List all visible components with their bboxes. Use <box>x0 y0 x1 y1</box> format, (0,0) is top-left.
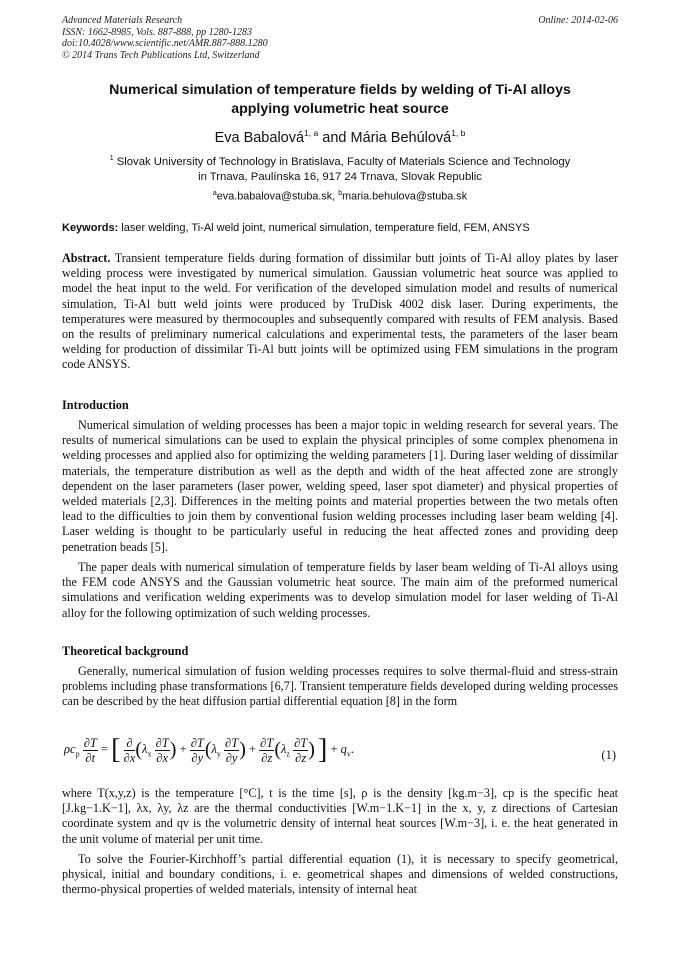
equation-number: (1) <box>601 748 616 762</box>
keywords-label: Keywords: <box>62 222 119 234</box>
theory-paragraph-3: To solve the Fourier-Kirchhoff’s partial differential equation (1), it is necessary to specify geometrical, physical, initial and boundary conditions, i. e. geometrical shapes and dimensions of welded constructions, thermo-physical properties of welded materials, intensity of internal heat <box>62 852 618 897</box>
intro-paragraph-2: The paper deals with numerical simulation of temperature fields by laser beam welding of Ti-Al alloys using the FEM code ANSYS and the Gaussian volumetric heat source. The main aim of the preformed numerical simulations and verification welding experiments was to develop simulation model for laser welding of Ti-Al alloy for the following optimization of such welding processes. <box>62 560 618 620</box>
author-2-sup: 1, b <box>451 128 466 138</box>
abstract-text: Transient temperature fields during formation of dissimilar butt joints of Ti-Al alloy plates by laser welding process were investigated by numerical simulation. Gaussian volumetric heat source was applied to model the heat input to the weld. For verification of the developed simulation model and results of numerical simulation, Ti-Al butt weld joints were produced by TruDisk 4002 disk laser. During experiments, the temperatures were measured by thermocouples and subsequently compared with results of FEM analysis. Based on the results of preliminary numerical calculations and experimental tests, the parameters of the laser beam welding for production of dissimilar Ti-Al butt joints will be optimized using FEM simulations in the program code ANSYS. <box>62 251 618 372</box>
issn-line: ISSN: 1662-8985, Vols. 887-888, pp 1280-1283 <box>62 26 252 38</box>
intro-paragraph-1: Numerical simulation of welding processes has been a major topic in welding research for several years. The results of numerical simulations can be used to explain the physical principles of some complex phenomena in welding processes and applied also for optimizing the welding parameters [1]. During laser welding of dissimilar materials, the temperature distribution as well as the depth and width of the heat affected zone are strongly dependent on the laser parameters (laser power, welding speed, laser spot diameter) and physical properties of welded materials [2,3]. Differences in the melting points and material properties between the two metals often lead to the difficulties to join them by conventional fusion welding processes including laser beam welding [4]. Laser welding is thought to be particularly useful in reducing the heat affected zones and providing deep penetration beads [5]. <box>62 418 618 554</box>
journal-header <box>62 15 618 61</box>
affiliation-sup: 1 <box>109 155 114 162</box>
author-1: Eva Babalová <box>214 129 305 146</box>
email-a[interactable]: eva.babalova@stuba.sk, <box>216 190 339 203</box>
email-sup-a: a <box>212 190 217 197</box>
title-line-2: applying volumetric heat source <box>231 101 449 117</box>
keywords-text: laser welding, Ti-Al weld joint, numerical simulation, temperature field, FEM, ANSYS <box>118 222 530 234</box>
author-emails <box>62 187 618 204</box>
keywords <box>62 221 618 235</box>
email-sup-b: b <box>338 190 343 197</box>
equation-1 <box>62 734 618 778</box>
title-line-1: Numerical simulation of temperature fields by welding of Ti-Al alloys <box>109 82 571 98</box>
equation-body: $\rho c_p$ $\frac{\partial T}{\partial t}$ = [ $\frac{\partial}{\partial x}$ ($\lambda_x$ $\frac{\partial T}{\partial x}$ ) + $\frac{\partial T}{\partial y}$ ($\lambda_y$ $\frac{\partial T}{\partial y}$ ) + $\frac{\partial T}{\partial z}$ ($\lambda_z$ $\frac{\partial T}{\partial z}$ ) ] + $q_v$. <box>64 734 355 765</box>
doi-line: doi:10.4028/www.scientific.net/AMR.887-888.1280 <box>62 38 268 50</box>
email-b[interactable]: maria.behulova@stuba.sk <box>342 190 468 203</box>
author-and: and <box>318 129 351 146</box>
author-list <box>62 124 618 147</box>
paper-title <box>62 81 618 119</box>
author-1-sup: 1, a <box>304 128 319 138</box>
online-date: Online: 2014-02-06 <box>538 15 618 26</box>
affiliation-line-1: Slovak University of Technology in Bratislava, Faculty of Materials Science and Technology <box>113 155 571 168</box>
section-theory-title: Theoretical background <box>62 644 189 658</box>
affiliation-line-2: in Trnava, Paulínska 16, 917 24 Trnava, Slovak Republic <box>198 170 482 183</box>
copyright-line: © 2014 Trans Tech Publications Ltd, Switzerland <box>62 49 260 61</box>
affiliation <box>62 151 618 185</box>
abstract <box>62 251 618 373</box>
author-2: Mária Behúlová <box>350 129 452 146</box>
equation-variables-definition: where T(x,y,z) is the temperature [°C], t is the time [s], ρ is the density [kg.m−3], cp is the specific heat [J.kg−1.K−1], λx, λy, λz are the thermal conductivities [W.m−1.K−1] in the x, y, z directions of Cartesian coordinate system and qv is the volumetric density of internal heat sources [W.m−3], i. e. the heat generated in the unit volume of material per unit time. <box>62 786 618 846</box>
theory-paragraph-1: Generally, numerical simulation of fusion welding processes requires to solve thermal-fluid and stress-strain problems including phase transformations [6,7]. Transient temperature fields developed during welding processes can be described by the heat diffusion partial differential equation [8] in the form <box>62 664 618 709</box>
section-introduction-title: Introduction <box>62 398 129 412</box>
journal-name: Advanced Materials Research <box>62 15 183 26</box>
abstract-label: Abstract. <box>62 251 111 265</box>
